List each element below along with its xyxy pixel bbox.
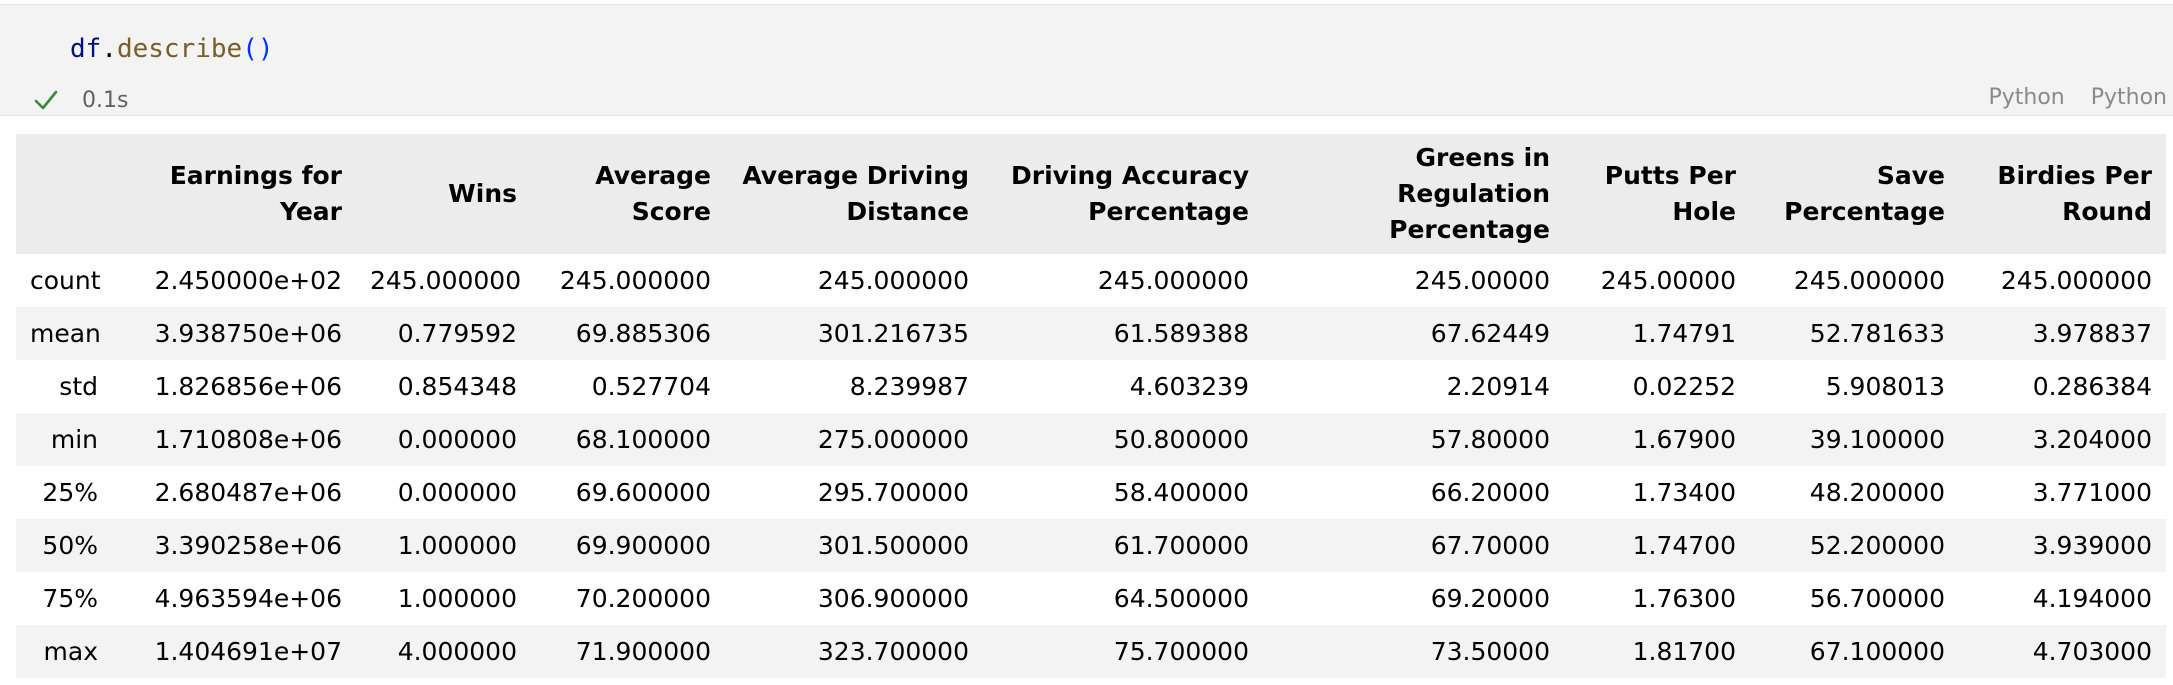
table-cell: 245.000000 [1097,266,1249,295]
table-cell: 245.00000 [1600,266,1736,295]
table-cell: 70.200000 [575,584,711,613]
table-cell: 4.000000 [397,637,517,666]
table-cell: 1.76300 [1632,584,1736,613]
table-cell: 1.000000 [397,584,517,613]
table-cell: 1.73400 [1632,478,1736,507]
table-row [16,572,2166,625]
table-cell: 2.450000e+02 [154,266,342,295]
table-cell: 75.700000 [1113,637,1249,666]
table-cell: 50.800000 [1113,425,1249,454]
table-cell: 4.603239 [1129,372,1249,401]
describe-table [16,134,2166,678]
code-variable: df [70,34,102,64]
table-cell: 69.885306 [575,319,711,348]
language-label[interactable]: Python [1988,85,2065,110]
table-cell: 1.81700 [1632,637,1736,666]
table-cell: 3.390258e+06 [154,531,342,560]
table-cell: 5.908013 [1825,372,1945,401]
code-function: describe [116,34,243,64]
table-cell: 3.938750e+06 [154,319,342,348]
table-cell: 245.00000 [1414,266,1550,295]
table-row [16,254,2166,307]
table-cell: 52.200000 [1809,531,1945,560]
table-cell: 57.80000 [1430,425,1550,454]
table-cell: 275.000000 [817,425,969,454]
table-cell: 295.700000 [817,478,969,507]
row-index: max [43,637,98,666]
code-editor[interactable] [70,31,274,67]
table-cell: 4.963594e+06 [154,584,342,613]
row-index: mean [30,319,101,348]
table-cell: 39.100000 [1809,425,1945,454]
table-cell: 1.74700 [1632,531,1736,560]
table-row [16,360,2166,413]
table-cell: 67.70000 [1430,531,1550,560]
execution-time: 0.1s [82,87,129,113]
table-cell: 0.000000 [397,478,517,507]
table-cell: 2.20914 [1446,372,1550,401]
column-header: Earnings for Year [112,134,356,254]
column-header: Greens in Regulation Percentage [1263,134,1564,254]
table-cell: 301.500000 [817,531,969,560]
table-body [16,254,2166,678]
table-cell: 67.100000 [1809,637,1945,666]
table-cell: 3.204000 [2032,425,2152,454]
language-label[interactable]: Python [2090,85,2167,110]
column-header: Save Percentage [1750,134,1959,254]
column-header: Average Driving Distance [725,134,983,254]
column-header: Birdies Per Round [1959,134,2166,254]
table-row [16,466,2166,519]
table-cell: 323.700000 [817,637,969,666]
table-cell: 1.67900 [1632,425,1736,454]
table-cell: 58.400000 [1113,478,1249,507]
table-cell: 3.978837 [2032,319,2152,348]
table-cell: 245.000000 [370,266,522,295]
row-index: 75% [42,584,98,613]
table-row [16,625,2166,678]
table-cell: 245.000000 [559,266,711,295]
table-cell: 245.000000 [817,266,969,295]
table-row [16,519,2166,572]
table-cell: 66.20000 [1430,478,1550,507]
column-header: Wins [356,134,531,254]
table-cell: 69.600000 [575,478,711,507]
table-cell: 4.703000 [2032,637,2152,666]
row-index: min [50,425,98,454]
table-cell: 48.200000 [1809,478,1945,507]
table-cell: 69.900000 [575,531,711,560]
table-cell: 1.74791 [1632,319,1736,348]
table-cell: 1.710808e+06 [154,425,342,454]
table-cell: 67.62449 [1430,319,1550,348]
code-cell[interactable] [0,4,2173,116]
row-index: 50% [42,531,98,560]
table-cell: 245.000000 [1793,266,1945,295]
table-cell: 71.900000 [575,637,711,666]
language-labels [1988,85,2167,110]
column-header: Average Score [531,134,725,254]
table-cell: 301.216735 [817,319,969,348]
table-cell: 0.527704 [591,372,711,401]
table-cell: 61.589388 [1113,319,1249,348]
column-header: Putts Per Hole [1564,134,1750,254]
code-dot: . [101,34,117,64]
index-header [16,134,112,254]
table-cell: 68.100000 [575,425,711,454]
table-cell: 52.781633 [1809,319,1945,348]
row-index: 25% [42,478,98,507]
table-cell: 1.404691e+07 [154,637,342,666]
table-cell: 0.000000 [397,425,517,454]
table-cell: 61.700000 [1113,531,1249,560]
table-cell: 64.500000 [1113,584,1249,613]
row-index: count [30,266,101,295]
table-cell: 73.50000 [1430,637,1550,666]
execution-status [32,83,128,117]
table-cell: 0.854348 [397,372,517,401]
table-cell: 3.939000 [2032,531,2152,560]
table-row [16,413,2166,466]
table-cell: 306.900000 [817,584,969,613]
table-row [16,307,2166,360]
code-parens: () [242,34,274,64]
table-cell: 0.779592 [397,319,517,348]
check-icon [32,86,60,114]
table-cell: 8.239987 [849,372,969,401]
table-cell: 2.680487e+06 [154,478,342,507]
table-cell: 1.000000 [397,531,517,560]
table-cell: 1.826856e+06 [154,372,342,401]
table-cell: 69.20000 [1430,584,1550,613]
table-cell: 4.194000 [2032,584,2152,613]
table-cell: 3.771000 [2032,478,2152,507]
table-cell: 0.286384 [2032,372,2152,401]
row-index: std [59,372,98,401]
table-header-row [16,134,2166,254]
table-cell: 0.02252 [1632,372,1736,401]
cell-output [16,134,2166,678]
table-cell: 56.700000 [1809,584,1945,613]
column-header: Driving Accuracy Percentage [983,134,1263,254]
table-cell: 245.000000 [2000,266,2152,295]
